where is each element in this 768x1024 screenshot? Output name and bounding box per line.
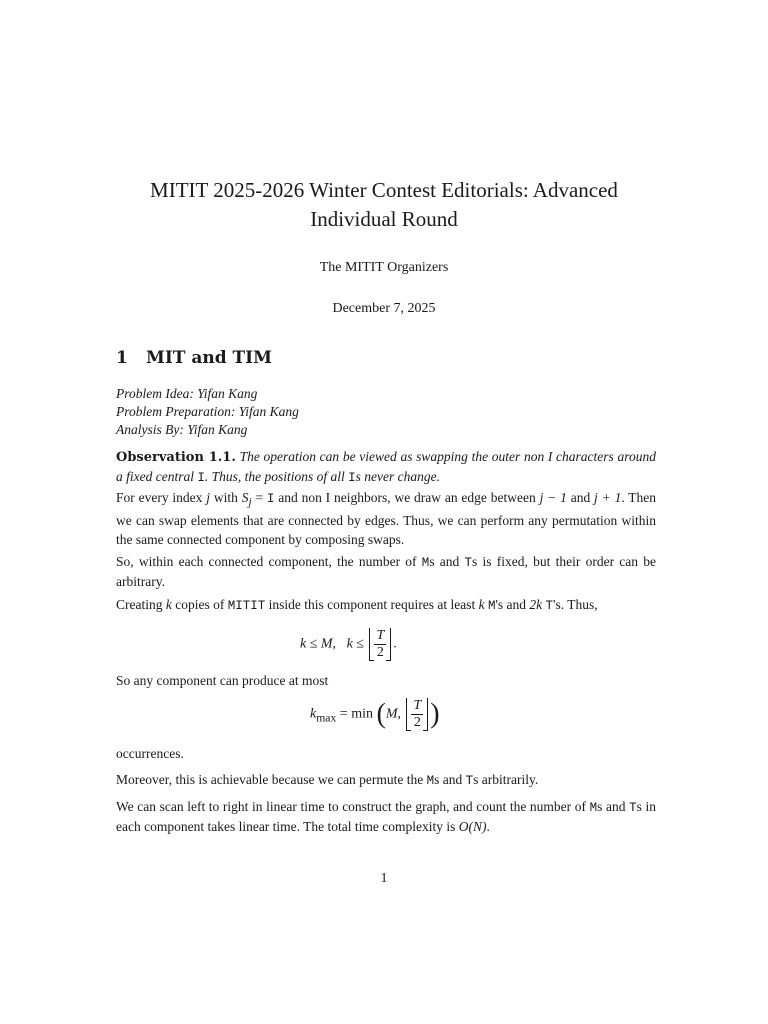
eq2-subscript-max: max xyxy=(316,711,337,725)
date-line: December 7, 2025 xyxy=(332,301,436,316)
math-equals: = xyxy=(251,490,267,505)
fraction-numerator: T xyxy=(376,628,385,643)
scan-paragraph xyxy=(116,798,656,836)
math-k: k xyxy=(165,597,172,612)
section-heading xyxy=(116,348,272,368)
observation-text-c: s never change. xyxy=(355,468,441,484)
code-t: T xyxy=(465,774,474,788)
text-run: Creating xyxy=(116,597,163,612)
fraction-denominator: 2 xyxy=(376,645,384,660)
math-k: k xyxy=(478,597,485,612)
text-run: s arbitrarily. xyxy=(473,772,539,787)
math-2k: 2k xyxy=(529,597,543,612)
text-run: . Then we can swap elements that are connected by edges. Thus, we can perform any permutation within the same connected component by composing swaps. xyxy=(116,490,657,547)
floor-fraction xyxy=(369,628,391,661)
text-run: s and xyxy=(434,772,463,787)
observation-code-is: I xyxy=(348,470,356,485)
title-line-2: Individual Round xyxy=(310,207,458,231)
title-line-1: MITIT 2025-2026 Winter Contest Editorials: Advanced xyxy=(150,178,618,202)
text-run: So, within each connected component, the number of xyxy=(116,554,417,569)
text-run: s and xyxy=(429,554,460,569)
equation-kmax xyxy=(310,698,510,731)
text-run: Moreover, this is achievable because we can permute the xyxy=(116,772,424,787)
credit-idea: Problem Idea: Yifan Kang xyxy=(116,386,258,401)
text-run: copies of xyxy=(175,597,225,612)
floor-fraction xyxy=(406,698,428,731)
credit-preparation: Problem Preparation: Yifan Kang xyxy=(116,404,299,419)
credit-analysis: Analysis By: Yifan Kang xyxy=(116,422,248,437)
code-mitit: MITIT xyxy=(227,599,266,613)
text-run: and xyxy=(570,490,591,505)
code-m: M xyxy=(426,774,435,788)
code-t: T xyxy=(545,599,554,613)
copies-paragraph xyxy=(116,596,656,616)
math-j: j xyxy=(206,490,211,505)
text-run: s in each component takes linear time. The total time complexity is xyxy=(116,799,657,834)
eq2-m: M, xyxy=(385,706,401,722)
observation-text-b: . Thus, the positions of all xyxy=(204,468,345,484)
eq1-left: k ≤ M, xyxy=(300,636,337,652)
observation-label: Observation 1.1. xyxy=(116,450,236,465)
edges-paragraph xyxy=(116,489,656,549)
text-run: with xyxy=(213,490,238,505)
text-run: . xyxy=(486,818,490,834)
author-line: The MITIT Organizers xyxy=(319,260,449,275)
moreover-paragraph xyxy=(116,771,656,791)
left-paren-glyph: ( xyxy=(376,698,386,730)
eq1-mid: k ≤ xyxy=(346,636,364,652)
text-run: 's and xyxy=(495,597,527,612)
math-j-minus-1: j − 1 xyxy=(539,490,567,505)
code-m: M xyxy=(421,556,430,570)
fraction-denominator: 2 xyxy=(413,715,421,730)
eq2-equals-min: = min xyxy=(339,706,373,722)
math-s: S xyxy=(241,490,249,505)
section-title: MIT and TIM xyxy=(146,348,272,368)
eq1-period: . xyxy=(393,636,397,652)
section-number: 1 xyxy=(116,348,128,368)
math-complexity: O(N) xyxy=(458,818,487,834)
text-run: s is fixed, but their order can be arbitrary. xyxy=(116,554,657,589)
observation-text-a: The operation can be viewed as swapping the outer non I characters around a fixed central xyxy=(116,449,656,484)
document-title xyxy=(0,176,768,234)
text-run: s and xyxy=(597,799,626,814)
math-subscript-j: j xyxy=(248,496,252,509)
text-run: 's. Thus, xyxy=(553,597,598,612)
code-m: M xyxy=(487,599,496,613)
any-component-paragraph: So any component can produce at most xyxy=(116,673,329,688)
component-paragraph xyxy=(116,553,656,591)
code-t: T xyxy=(464,556,473,570)
eq2-k: k xyxy=(310,706,317,722)
text-run: For every index xyxy=(116,490,203,505)
occurrences-paragraph: occurrences. xyxy=(116,746,184,761)
code-i: I xyxy=(266,492,275,506)
fraction-numerator: T xyxy=(413,698,422,713)
observation-paragraph xyxy=(116,448,656,487)
code-m: M xyxy=(589,801,598,815)
right-paren-glyph: ) xyxy=(430,698,440,730)
text-run: and non I neighbors, we draw an edge between xyxy=(278,490,536,505)
equation-constraint xyxy=(300,628,500,661)
code-t: T xyxy=(629,801,637,815)
text-run: We can scan left to right in linear time to construct the graph, and count the number of xyxy=(116,799,587,814)
observation-code-i: I xyxy=(197,470,205,485)
math-j-plus-1: j + 1 xyxy=(594,490,622,505)
page-number: 1 xyxy=(380,871,388,886)
problem-credits xyxy=(116,385,299,439)
text-run: inside this component requires at least xyxy=(268,597,476,612)
